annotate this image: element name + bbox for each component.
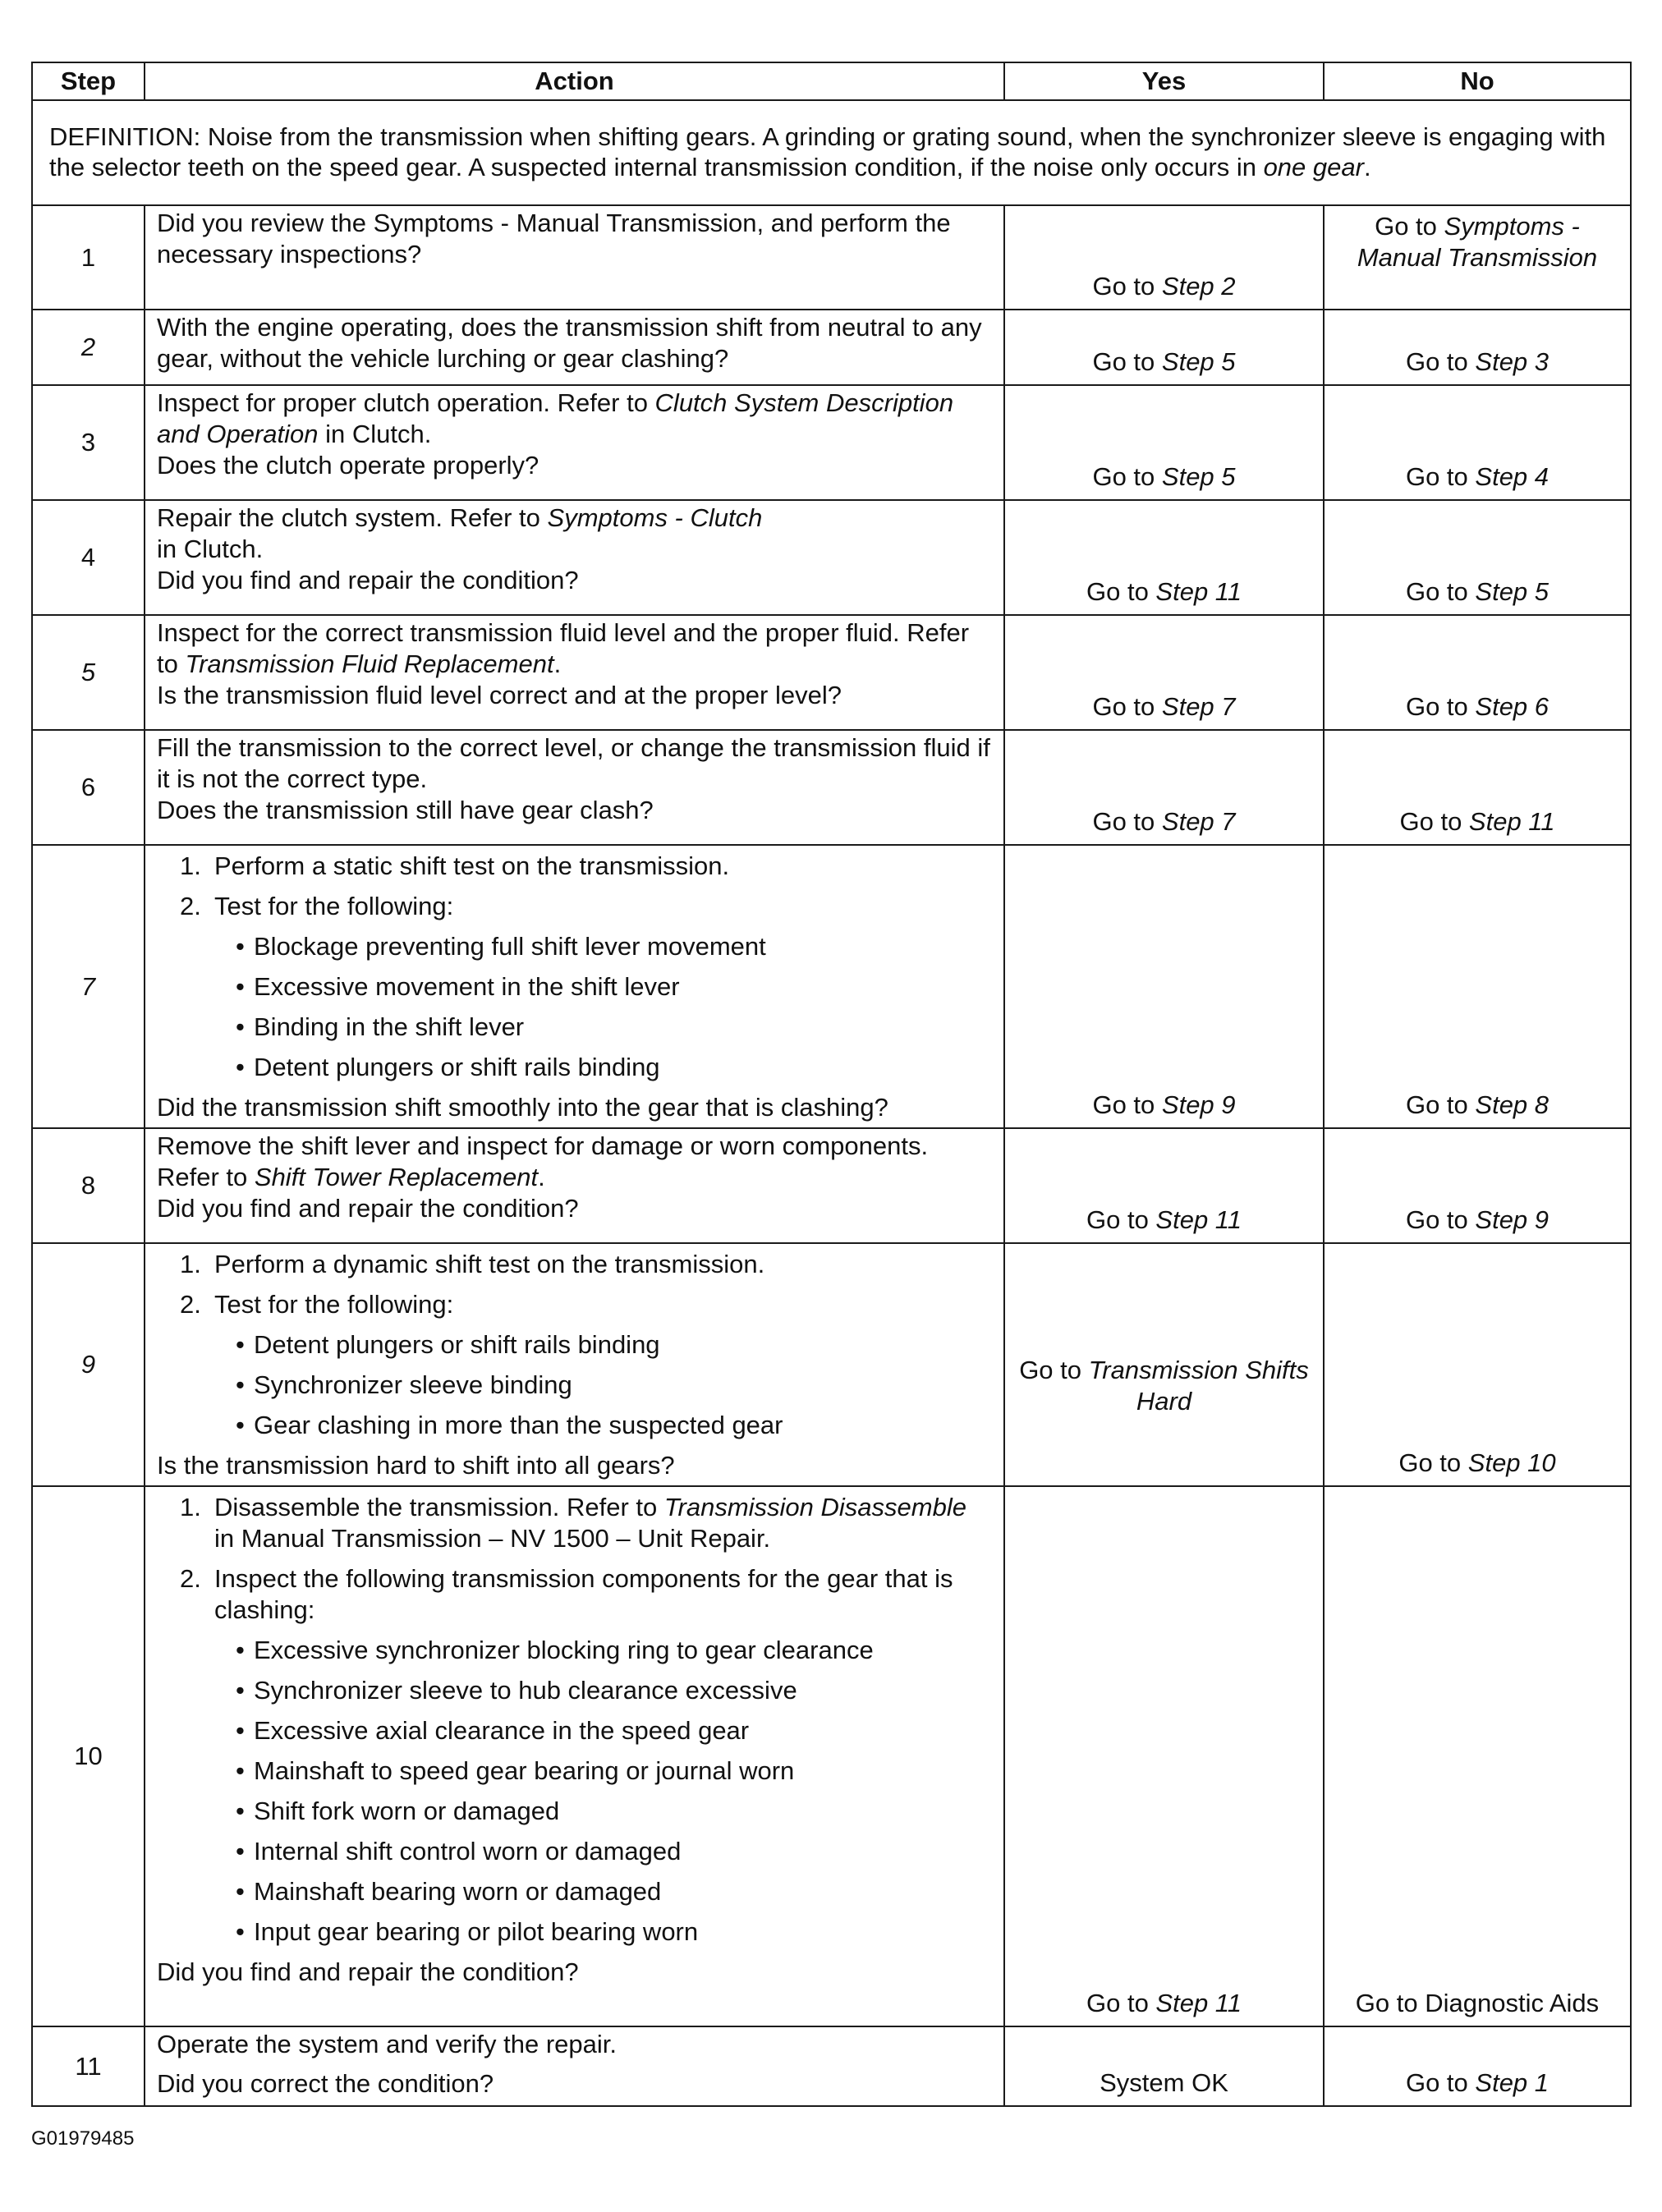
yes-prefix: Go to	[1092, 692, 1162, 721]
step-action	[145, 730, 1004, 845]
header-step: Step	[32, 62, 145, 100]
yes-target: Step 9	[1161, 1090, 1236, 1119]
bullet-text: Mainshaft bearing worn or damaged	[254, 1877, 662, 1906]
list-number: 1.	[180, 1250, 201, 1278]
yes-cell	[1004, 1128, 1324, 1243]
numbered-list	[157, 1249, 992, 1441]
step-number: 6	[32, 730, 145, 845]
step-row-6	[32, 730, 1631, 845]
bullet-item	[214, 1755, 992, 1787]
step-number: 7	[32, 845, 145, 1128]
yes-target: Step 5	[1161, 462, 1236, 491]
action-question: Did you find and repair the condition?	[157, 566, 579, 594]
no-cell	[1324, 205, 1631, 310]
step-action	[145, 1128, 1004, 1243]
step-number: 5	[32, 615, 145, 730]
no-prefix: Go to	[1375, 212, 1444, 241]
step-row-11	[32, 2026, 1631, 2106]
bullet-icon: •	[236, 1370, 245, 1399]
action-question: Is the transmission fluid level correct and at the proper level?	[157, 681, 842, 709]
no-cell	[1324, 385, 1631, 500]
yes-text: System OK	[1100, 2068, 1228, 2097]
no-text: Go to Diagnostic Aids	[1355, 1989, 1600, 2017]
list-number: 1.	[180, 1493, 201, 1521]
bullet-text: Excessive axial clearance in the speed gear	[254, 1716, 750, 1745]
list-text: Test for the following:	[214, 1290, 454, 1319]
yes-prefix: Go to	[1092, 462, 1162, 491]
bullet-list	[214, 1329, 992, 1441]
action-text	[157, 503, 992, 565]
yes-cell	[1004, 1486, 1324, 2026]
step-row-4	[32, 500, 1631, 615]
bullet-text: Internal shift control worn or damaged	[254, 1837, 682, 1866]
bullet-item	[214, 971, 992, 1003]
no-prefix: Go to	[1405, 1205, 1476, 1234]
no-cell	[1324, 1243, 1631, 1486]
yes-prefix: Go to	[1092, 347, 1162, 376]
no-prefix: Go to	[1405, 2068, 1476, 2097]
list-text: Perform a static shift test on the transmission.	[214, 851, 730, 880]
bullet-text: Blockage preventing full shift lever movement	[254, 932, 766, 961]
bullet-item	[214, 1876, 992, 1907]
action-text: With the engine operating, does the transmission shift from neutral to any gear, without the vehicle lurching or gear clashing?	[157, 313, 982, 373]
no-target: Symptoms - Manual Transmission	[1357, 212, 1598, 272]
no-prefix: Go to	[1405, 462, 1476, 491]
action-question: Is the transmission hard to shift into all gears?	[157, 1451, 675, 1480]
bullet-icon: •	[236, 1797, 245, 1825]
list-item	[157, 1289, 992, 1441]
step-row-5	[32, 615, 1631, 730]
step-action	[145, 1243, 1004, 1486]
step-row-3	[32, 385, 1631, 500]
step-row-9	[32, 1243, 1631, 1486]
bullet-text: Detent plungers or shift rails binding	[254, 1053, 660, 1081]
action-reference: Clutch System Description and Operation	[157, 388, 954, 448]
action-text: Fill the transmission to the correct level, or change the transmission fluid if it is not the correct type.	[157, 733, 990, 793]
action-question: Did you find and repair the condition?	[157, 1957, 579, 1986]
no-prefix: Go to	[1399, 807, 1469, 836]
bullet-item	[214, 1675, 992, 1706]
bullet-text: Detent plungers or shift rails binding	[254, 1330, 660, 1359]
no-cell	[1324, 845, 1631, 1128]
bullet-icon: •	[236, 1917, 245, 1946]
bullet-item	[214, 1410, 992, 1441]
list-suffix: in Manual Transmission – NV 1500 – Unit Repair.	[214, 1524, 771, 1553]
step-action	[145, 615, 1004, 730]
action-text	[157, 388, 992, 450]
step-number: 9	[32, 1243, 145, 1486]
no-target: Step 6	[1475, 692, 1550, 721]
bullet-icon: •	[236, 1756, 245, 1785]
yes-prefix: Go to	[1092, 1090, 1162, 1119]
bullet-text: Excessive synchronizer blocking ring to gear clearance	[254, 1636, 874, 1664]
bullet-text: Binding in the shift lever	[254, 1012, 525, 1041]
list-item	[157, 851, 992, 882]
yes-prefix: Go to	[1086, 1205, 1156, 1234]
yes-cell	[1004, 2026, 1324, 2106]
yes-prefix: Go to	[1019, 1356, 1089, 1384]
action-text	[157, 617, 992, 680]
action-text: Did you review the Symptoms - Manual Transmission, and perform the necessary inspections?	[157, 209, 951, 268]
no-target: Step 5	[1475, 577, 1550, 606]
action-suffix: in Clutch.	[318, 420, 432, 448]
list-item	[157, 1563, 992, 1948]
list-number: 1.	[180, 851, 201, 880]
step-row-1	[32, 205, 1631, 310]
step-action	[145, 310, 1004, 385]
diagnostic-table	[31, 62, 1632, 2107]
header-no: No	[1324, 62, 1631, 100]
bullet-item	[214, 931, 992, 962]
step-action	[145, 1486, 1004, 2026]
yes-target: Step 11	[1155, 577, 1242, 606]
action-prefix: Repair the clutch system. Refer to	[157, 503, 548, 532]
bullet-icon: •	[236, 1053, 245, 1081]
no-target: Step 8	[1475, 1090, 1550, 1119]
bullet-item	[214, 1796, 992, 1827]
action-prefix: Inspect for proper clutch operation. Refer to	[157, 388, 655, 417]
action-text	[157, 1131, 992, 1193]
figure-code: G01979485	[31, 2127, 135, 2150]
bullet-text: Gear clashing in more than the suspected gear	[254, 1411, 783, 1439]
bullet-text: Shift fork worn or damaged	[254, 1797, 560, 1825]
no-target: Step 4	[1475, 462, 1550, 491]
bullet-list	[214, 931, 992, 1083]
no-cell	[1324, 1486, 1631, 2026]
bullet-icon: •	[236, 1636, 245, 1664]
action-question: Did you correct the condition?	[157, 2069, 494, 2098]
list-item	[157, 891, 992, 1083]
step-action	[145, 500, 1004, 615]
bullet-icon: •	[236, 1411, 245, 1439]
bullet-list	[214, 1635, 992, 1948]
step-row-8	[32, 1128, 1631, 1243]
definition-end: .	[1363, 153, 1371, 181]
definition-emphasis: one gear	[1263, 153, 1364, 181]
no-target: Step 1	[1475, 2068, 1550, 2097]
yes-prefix: Go to	[1092, 272, 1162, 301]
list-number: 2.	[180, 1564, 201, 1593]
bullet-icon: •	[236, 1330, 245, 1359]
list-reference: Transmission Disassemble	[663, 1493, 966, 1521]
yes-prefix: Go to	[1092, 807, 1162, 836]
step-number: 3	[32, 385, 145, 500]
no-target: Step 11	[1468, 807, 1555, 836]
action-suffix: .	[553, 649, 562, 678]
yes-cell	[1004, 385, 1324, 500]
list-text: Perform a dynamic shift test on the transmission.	[214, 1250, 765, 1278]
no-cell	[1324, 615, 1631, 730]
yes-prefix: Go to	[1086, 1989, 1156, 2017]
bullet-icon: •	[236, 1012, 245, 1041]
action-reference: Transmission Fluid Replacement	[185, 649, 554, 678]
bullet-item	[214, 1916, 992, 1948]
action-question: Did the transmission shift smoothly into the gear that is clashing?	[157, 1093, 888, 1122]
yes-cell	[1004, 310, 1324, 385]
no-target: Step 10	[1467, 1448, 1556, 1477]
bullet-text: Synchronizer sleeve binding	[254, 1370, 572, 1399]
action-prefix: Inspect for the correct transmission fluid level and the proper fluid. Refer to	[157, 618, 970, 678]
yes-target: Step 7	[1161, 692, 1236, 721]
list-item	[157, 1249, 992, 1280]
no-cell	[1324, 730, 1631, 845]
step-row-2	[32, 310, 1631, 385]
definition-main: DEFINITION: Noise from the transmission when shifting gears. A grinding or grating sound, when the synchronizer sleeve is engaging with the selector teeth on the speed gear. A suspected internal transmission condition, if the noise only occurs in	[49, 122, 1606, 181]
bullet-text: Excessive movement in the shift lever	[254, 972, 680, 1001]
yes-cell	[1004, 730, 1324, 845]
list-number: 2.	[180, 1290, 201, 1319]
step-action	[145, 845, 1004, 1128]
step-number: 10	[32, 1486, 145, 2026]
yes-cell	[1004, 615, 1324, 730]
bullet-item	[214, 1052, 992, 1083]
step-number: 2	[32, 310, 145, 385]
step-action	[145, 385, 1004, 500]
bullet-icon: •	[236, 1716, 245, 1745]
no-prefix: Go to	[1405, 1090, 1476, 1119]
numbered-list	[157, 1492, 992, 1948]
header-action: Action	[145, 62, 1004, 100]
bullet-icon: •	[236, 1837, 245, 1866]
yes-target: Step 11	[1155, 1989, 1242, 2017]
yes-cell	[1004, 205, 1324, 310]
list-item	[157, 1492, 992, 1554]
yes-target: Step 11	[1155, 1205, 1242, 1234]
no-prefix: Go to	[1405, 347, 1476, 376]
bullet-icon: •	[236, 932, 245, 961]
step-number: 4	[32, 500, 145, 615]
bullet-item	[214, 1836, 992, 1867]
action-text: Operate the system and verify the repair.	[157, 2030, 617, 2058]
action-question: Does the transmission still have gear clash?	[157, 796, 654, 824]
yes-cell	[1004, 500, 1324, 615]
action-suffix: .	[538, 1163, 545, 1191]
step-row-7	[32, 845, 1631, 1128]
step-number: 8	[32, 1128, 145, 1243]
definition-row	[32, 100, 1631, 205]
list-text: Inspect the following transmission components for the gear that is clashing:	[214, 1564, 953, 1624]
action-suffix: in Clutch.	[157, 535, 264, 563]
no-prefix: Go to	[1405, 692, 1476, 721]
bullet-icon: •	[236, 1877, 245, 1906]
header-yes: Yes	[1004, 62, 1324, 100]
no-target: Step 9	[1475, 1205, 1550, 1234]
bullet-item	[214, 1370, 992, 1401]
action-prefix: Remove the shift lever and inspect for damage or worn components. Refer to	[157, 1131, 929, 1191]
no-prefix: Go to	[1398, 1448, 1468, 1477]
diagnostic-table-page	[31, 62, 1630, 2107]
yes-prefix: Go to	[1086, 577, 1156, 606]
bullet-text: Mainshaft to speed gear bearing or journal worn	[254, 1756, 795, 1785]
bullet-text: Synchronizer sleeve to hub clearance excessive	[254, 1676, 797, 1705]
action-reference: Shift Tower Replacement	[254, 1163, 539, 1191]
bullet-item	[214, 1635, 992, 1666]
numbered-list	[157, 851, 992, 1083]
step-number: 11	[32, 2026, 145, 2106]
yes-target: Step 5	[1161, 347, 1236, 376]
yes-cell	[1004, 1243, 1324, 1486]
definition-text	[32, 100, 1631, 205]
step-number: 1	[32, 205, 145, 310]
no-cell	[1324, 310, 1631, 385]
list-number: 2.	[180, 892, 201, 920]
action-reference: Symptoms - Clutch	[547, 503, 763, 532]
yes-cell	[1004, 845, 1324, 1128]
action-question: Does the clutch operate properly?	[157, 451, 539, 480]
bullet-icon: •	[236, 1676, 245, 1705]
bullet-icon: •	[236, 972, 245, 1001]
yes-target: Transmission Shifts Hard	[1088, 1356, 1309, 1416]
bullet-item	[214, 1012, 992, 1043]
action-question: Did you find and repair the condition?	[157, 1194, 579, 1223]
no-cell	[1324, 2026, 1631, 2106]
no-prefix: Go to	[1405, 577, 1476, 606]
bullet-item	[214, 1329, 992, 1361]
no-target: Step 3	[1475, 347, 1550, 376]
list-text: Disassemble the transmission. Refer to	[214, 1493, 664, 1521]
bullet-text: Input gear bearing or pilot bearing worn	[254, 1917, 699, 1946]
no-cell	[1324, 500, 1631, 615]
yes-target: Step 7	[1161, 807, 1236, 836]
yes-target: Step 2	[1161, 272, 1236, 301]
step-action	[145, 2026, 1004, 2106]
header-row	[32, 62, 1631, 100]
bullet-item	[214, 1715, 992, 1746]
step-action	[145, 205, 1004, 310]
step-row-10	[32, 1486, 1631, 2026]
list-text: Test for the following:	[214, 892, 454, 920]
no-cell	[1324, 1128, 1631, 1243]
